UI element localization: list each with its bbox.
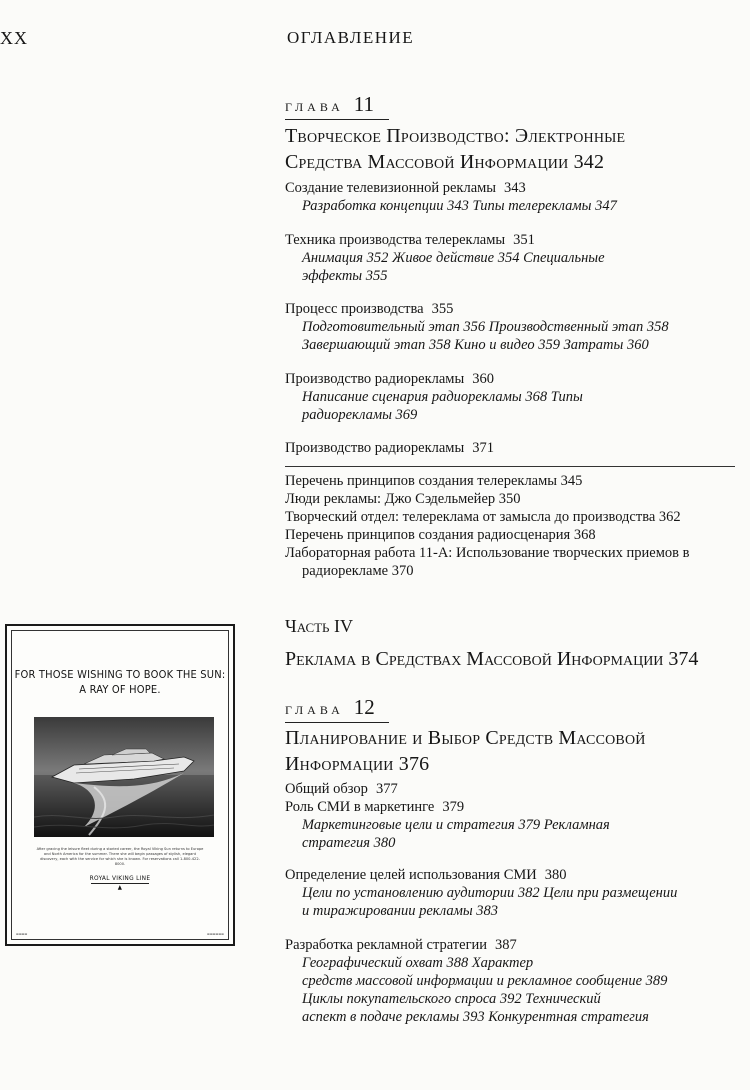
toc-subentry[interactable]: Анимация 352 Живое действие 354 Специальные <box>302 250 605 266</box>
chapter-12-title <box>285 725 735 777</box>
toc-entry-title: Техника производства телерекламы <box>285 232 506 248</box>
toc-entry[interactable] <box>285 179 735 197</box>
toc-subentry[interactable]: Географический охват 388 Характер <box>302 955 534 971</box>
toc-entry[interactable] <box>285 780 735 798</box>
ship-emblem-icon: ▲ <box>117 884 123 891</box>
toc-section <box>285 936 735 1026</box>
ship-photo <box>34 717 214 837</box>
toc-entry-title: Процесс производства <box>285 301 424 317</box>
toc-section <box>285 866 735 920</box>
toc-subentry[interactable]: Написание сценария радиорекламы 368 Типы <box>302 389 583 405</box>
chapter-title-line-2: Информации 376 <box>285 753 430 775</box>
toc-subentry[interactable]: стратегия 380 <box>302 835 396 851</box>
toc-subentry[interactable]: эффекты 355 <box>302 268 388 284</box>
chapter-rule <box>285 722 389 723</box>
ad-footnote-right: ▬▬▬▬▬▬ <box>206 932 224 936</box>
toc-entry-title: Общий обзор <box>285 781 368 797</box>
toc-entry-title: Производство радиорекламы <box>285 371 465 387</box>
advertisement-image <box>5 624 235 946</box>
chapter-title-line-1: Планирование и Выбор Средств Массовой <box>285 727 646 749</box>
toc-section <box>285 780 735 852</box>
toc-subentry[interactable]: Подготовительный этап 356 Производственный этап 358 <box>302 319 669 335</box>
toc-section <box>285 179 735 215</box>
ad-headline-line-1: FOR THOSE WISHING TO BOOK THE SUN: <box>14 668 226 681</box>
toc-entry[interactable] <box>285 231 735 249</box>
part-label-text: Часть IV <box>285 616 354 636</box>
part-title[interactable] <box>285 648 735 671</box>
part-label <box>285 616 735 637</box>
toc-subentry[interactable]: радиорекламы 369 <box>302 407 418 423</box>
feature-entry[interactable]: Лабораторная работа 11-А: Использование творческих приемов в радиорекламе 370 <box>285 545 690 579</box>
chapter-rule <box>285 119 389 120</box>
toc-entry-page: 343 <box>504 180 526 196</box>
toc-entry-page: 355 <box>431 301 454 317</box>
ad-body-copy: After gracing the leisure fleet during a storied career, the Royal Viking Sun returns to Europe and North America for the summer. There she will begin passages of stylish, elegant discovery, each with the service for which she is known. For reservations call 1-800-422-8000. <box>36 847 204 866</box>
toc-entry-title: Разработка рекламной стратегии <box>285 937 488 953</box>
toc-section <box>285 439 735 457</box>
toc-section <box>285 300 735 354</box>
chapter-title-line-1: Творческое Производство: Электронные <box>285 125 626 147</box>
toc-subentry[interactable]: средств массовой информации и рекламное сообщение 389 <box>302 973 668 989</box>
chapter-12-heading <box>285 695 735 723</box>
feature-entry[interactable]: Люди рекламы: Джо Сэдельмейер 350 <box>285 491 521 507</box>
toc-entry[interactable] <box>285 300 735 318</box>
feature-entry[interactable]: Перечень принципов создания телерекламы 345 <box>285 473 583 489</box>
toc-subentry[interactable]: и тиражировании рекламы 383 <box>302 903 499 919</box>
ad-headline <box>12 667 228 697</box>
feature-list <box>285 472 735 580</box>
toc-entry-page: 377 <box>375 781 398 797</box>
chapter-label: ГЛАВА <box>285 703 344 717</box>
part-title-text: Реклама в Средствах Массовой Информации 374 <box>285 648 699 670</box>
toc-subentry[interactable]: Разработка концепции 343 Типы телерекламы 347 <box>302 198 617 214</box>
toc-entry-title: Роль СМИ в маркетинге <box>285 799 435 815</box>
running-head: ОГЛАВЛЕНИЕ <box>287 28 415 47</box>
toc-subentry[interactable]: Циклы покупательского спроса 392 Технический <box>302 991 601 1007</box>
chapter-title-line-2: Средства Массовой Информации 342 <box>285 151 605 173</box>
feature-entry[interactable]: Творческий отдел: телереклама от замысла до производства 362 <box>285 509 681 525</box>
chapter-number: 11 <box>353 92 374 116</box>
toc-entry[interactable] <box>285 936 735 954</box>
toc-entry-page: 380 <box>544 867 567 883</box>
toc-entry[interactable] <box>285 798 735 816</box>
toc-entry-page: 387 <box>495 937 517 953</box>
chapter-label: ГЛАВА <box>285 100 344 114</box>
toc-subentry[interactable]: Завершающий этап 358 Кино и видео 359 Затраты 360 <box>302 337 649 353</box>
toc-entry-title: Создание телевизионной рекламы <box>285 180 497 196</box>
toc-subentry[interactable]: Маркетинговые цели и стратегия 379 Рекламная <box>302 817 610 833</box>
ad-headline-line-2: A RAY OF HOPE. <box>79 683 161 696</box>
toc-entry-title: Определение целей использования СМИ <box>285 867 537 883</box>
toc-entry-page: 379 <box>442 799 465 815</box>
toc-entry-page: 371 <box>472 440 494 456</box>
toc-section <box>285 370 735 424</box>
ad-logo <box>12 874 228 892</box>
feature-entry[interactable]: Перечень принципов создания радиосценария 368 <box>285 527 596 543</box>
chapter-number: 12 <box>353 695 375 719</box>
toc-section <box>285 231 735 285</box>
chapter-11-title <box>285 123 735 175</box>
toc-subentry[interactable]: Цели по установлению аудитории 382 Цели при размещении <box>302 885 678 901</box>
ad-inner-border <box>11 630 229 940</box>
feature-divider <box>285 466 735 467</box>
toc-subentry[interactable]: аспект в подаче рекламы 393 Конкурентная стратегия <box>302 1009 649 1025</box>
toc-entry-page: 360 <box>472 371 494 387</box>
toc-entry[interactable] <box>285 370 735 388</box>
toc-entry-page: 351 <box>513 232 535 248</box>
chapter-11-heading <box>285 92 735 120</box>
ad-footnote-left: ▬▬▬▬ <box>16 932 28 936</box>
toc-entry[interactable] <box>285 866 735 884</box>
page-number: XX <box>0 28 28 48</box>
toc-entry-title: Производство радиорекламы <box>285 440 465 456</box>
ad-logo-text: ROYAL VIKING LINE <box>89 874 151 882</box>
toc-entry[interactable] <box>285 439 735 457</box>
